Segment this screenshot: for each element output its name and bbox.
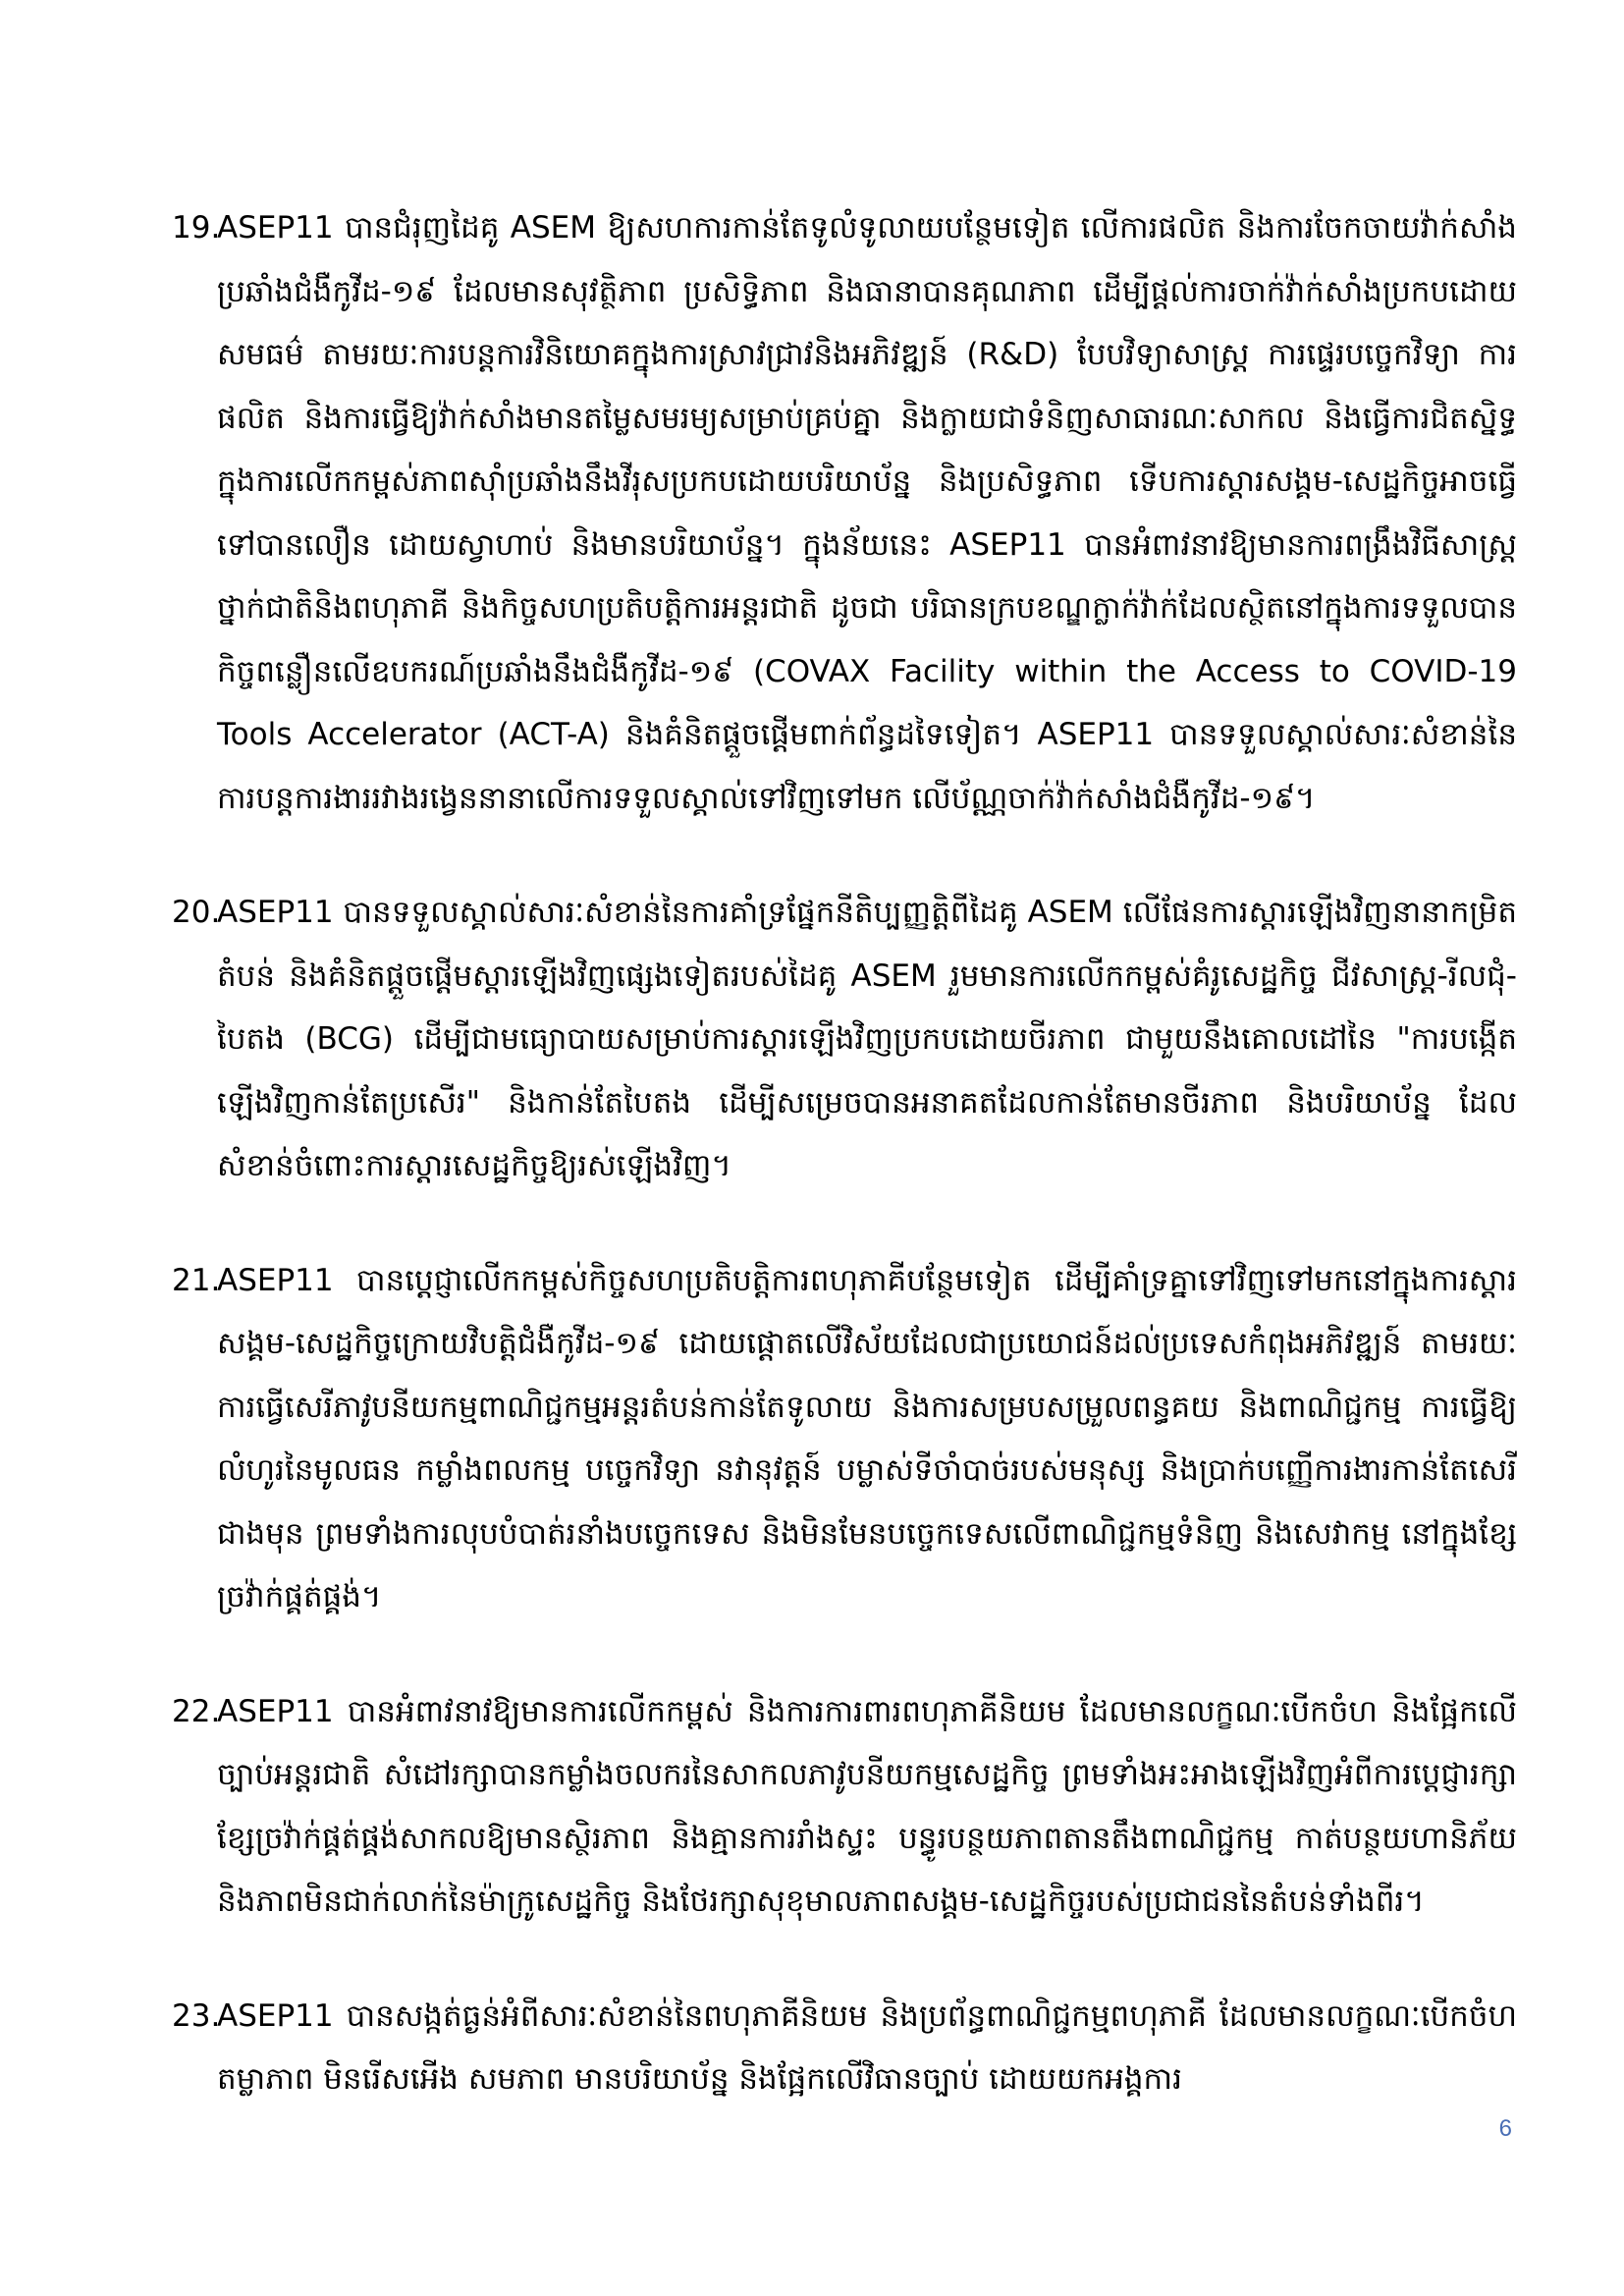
paragraph-number: 22. bbox=[172, 1693, 221, 1729]
paragraph-number: 21. bbox=[172, 1262, 221, 1298]
paragraph-number: 20. bbox=[172, 895, 221, 930]
paragraph-23 bbox=[172, 1985, 1517, 2111]
paragraph-number: 23. bbox=[172, 1997, 221, 2034]
paragraph-text: ASEP11 បានអំពាវនាវឱ្យមានការលើកកម្ពស់ និងការការពារពហុភាគីនិយម ដែលមានលក្ខណៈបើកចំហ និងផ្អែកលើច្បាប់អន្តរជាតិ សំដៅរក្សាបានកម្លាំងចលករនៃសាកលភាវូបនីយកម្មសេដ្ឋកិច្ច ព្រមទាំងអះអាងឡើងវិញអំពីការប្តេជ្ញារក្សាខ្សែច្រវ៉ាក់ផ្គត់ផ្គង់សាកលឱ្យមានស្ថិរភាព និងគ្មានការរាំងស្ទះ បន្ធូរបន្ថយភាពតានតឹងពាណិជ្ជកម្ម កាត់បន្ថយហានិភ័យនិងភាពមិនជាក់លាក់នៃម៉ាក្រូសេដ្ឋកិច្ច និងថែរក្សាសុខុមាលភាពសង្គម-សេដ្ឋកិច្ចរបស់ប្រជាជននៃតំបន់ទាំងពីរ។ bbox=[217, 1693, 1517, 1919]
paragraph-text: ASEP11 បានទទួលស្គាល់សារៈសំខាន់នៃការគាំទ្រផ្នែកនីតិប្បញ្ញត្តិពីដៃគូ ASEM លើផែនការស្តារឡើងវិញនានាកម្រិតតំបន់ និងគំនិតផ្តួចផ្តើមស្តារឡើងវិញផ្សេងទៀតរបស់ដៃគូ ASEM រួមមានការលើកកម្ពស់គំរូសេដ្ឋកិច្ច ជីវសាស្ត្រ-រីលជុំ-បៃតង (BCG) ដើម្បីជាមធ្យោបាយសម្រាប់ការស្តារឡើងវិញប្រកបដោយចីរភាព ជាមួយនឹងគោលដៅនៃ "ការបង្កើតឡើងវិញកាន់តែប្រសើរ" និងកាន់តែបៃតង ដើម្បីសម្រេចបានអនាគតដែលកាន់តែមានចីរភាព និងបរិយាប័ន្ន ដែលសំខាន់ចំពោះការស្តារសេដ្ឋកិច្ចឱ្យរស់ឡើងវិញ។ bbox=[217, 895, 1517, 1183]
paragraph-19 bbox=[172, 196, 1517, 830]
document-body bbox=[172, 196, 1517, 2162]
paragraph-text: ASEP11 បានជំរុញដៃគូ ASEM ឱ្យសហការកាន់តែទូលំទូលាយបន្ថែមទៀត លើការផលិត និងការចែកចាយវ៉ាក់សាំងប្រឆាំងជំងឺកូវីដ-១៩ ដែលមានសុវត្ថិភាព ប្រសិទ្ធិភាព និងធានាបានគុណភាព ដើម្បីផ្តល់ការចាក់វ៉ាក់សាំងប្រកបដោយសមធម៌ តាមរយៈការបន្តការវិនិយោគក្នុងការស្រាវជ្រាវនិងអភិវឌ្ឍន៍ (R&D) បែបវិទ្យាសាស្ត្រ ការផ្ទេរបច្ចេកវិទ្យា ការផលិត និងការធ្វើឱ្យវ៉ាក់សាំងមានតម្លៃសមរម្យសម្រាប់គ្រប់គ្នា និងក្លាយជាទំនិញសាធារណៈសាកល និងធ្វើការជិតស្និទ្ធក្នុងការលើកកម្ពស់ភាពស៊ាំប្រឆាំងនឹងវីរុសប្រកបដោយបរិយាប័ន្ន និងប្រសិទ្ធភាព ទើបការស្តារសង្គម-សេដ្ឋកិច្ចអាចធ្វើទៅបានលឿន ដោយស្វាហាប់ និងមានបរិយាប័ន្ន។ ក្នុងន័យនេះ ASEP11 បានអំពាវនាវឱ្យមានការពង្រឹងវិធីសាស្ត្រថ្នាក់ជាតិនិងពហុភាគី និងកិច្ចសហប្រតិបត្តិការអន្តរជាតិ ដូចជា បរិធានក្របខណ្ឌក្លាក់វ៉ាក់ដែលស្ថិតនៅក្នុងការទទួលបានកិច្ចពន្លឿនលើឧបករណ៍ប្រឆាំងនឹងជំងឺកូវីដ-១៩ (COVAX Facility within the Access to COVID-19 Tools Accelerator (ACT-A) និងគំនិតផ្តួចផ្តើមពាក់ព័ន្ធដទៃទៀត។ ASEP11 បានទទួលស្គាល់សារៈសំខាន់នៃការបន្តការងាររវាងរង្វេននានាលើការទទួលស្គាល់ទៅវិញទៅមក លើប័ណ្ណចាក់វ៉ាក់សាំងជំងឺកូវីដ-១៩។ bbox=[217, 210, 1517, 816]
paragraph-text: ASEP11 បានប្តេជ្ញាលើកកម្ពស់កិច្ចសហប្រតិបត្តិការពហុភាគីបន្ថែមទៀត ដើម្បីគាំទ្រគ្នាទៅវិញទៅមកនៅក្នុងការស្តារសង្គម-សេដ្ឋកិច្ចក្រោយវិបត្តិជំងឺកូវីដ-១៩ ដោយផ្តោតលើវិស័យដែលជាប្រយោជន៍ដល់ប្រទេសកំពុងអភិវឌ្ឍន៍ តាមរយៈការធ្វើសេរីភាវូបនីយកម្មពាណិជ្ជកម្មអន្តរតំបន់កាន់តែទូលាយ និងការសម្របសម្រួលពន្ធគយ និងពាណិជ្ជកម្ម ការធ្វើឱ្យលំហូរនៃមូលធន កម្លាំងពលកម្ម បច្ចេកវិទ្យា នវានុវត្តន៍ បម្លាស់ទីចាំបាច់របស់មនុស្ស និងប្រាក់បញ្ញើការងារកាន់តែសេរីជាងមុន ព្រមទាំងការលុបបំបាត់រនាំងបច្ចេកទេស និងមិនមែនបច្ចេកទេសលើពាណិជ្ជកម្មទំនិញ និងសេវាកម្ម នៅក្នុងខ្សែច្រវ៉ាក់ផ្គត់ផ្គង់។ bbox=[217, 1262, 1517, 1614]
page-number: 6 bbox=[1498, 2115, 1512, 2142]
paragraph-text: ASEP11 បានសង្កត់ធ្ងន់អំពីសារៈសំខាន់នៃពហុភាគីនិយម និងប្រព័ន្ធពាណិជ្ជកម្មពហុភាគី ដែលមានលក្ខណៈបើកចំហ តម្លាភាព មិនរើសអើង សមភាព មានបរិយាប័ន្ន និងផ្អែកលើវិធានច្បាប់ ដោយយកអង្គការ bbox=[217, 1997, 1517, 2097]
paragraph-20 bbox=[172, 881, 1517, 1198]
paragraph-21 bbox=[172, 1249, 1517, 1629]
paragraph-22 bbox=[172, 1680, 1517, 1934]
paragraph-number: 19. bbox=[172, 210, 221, 246]
